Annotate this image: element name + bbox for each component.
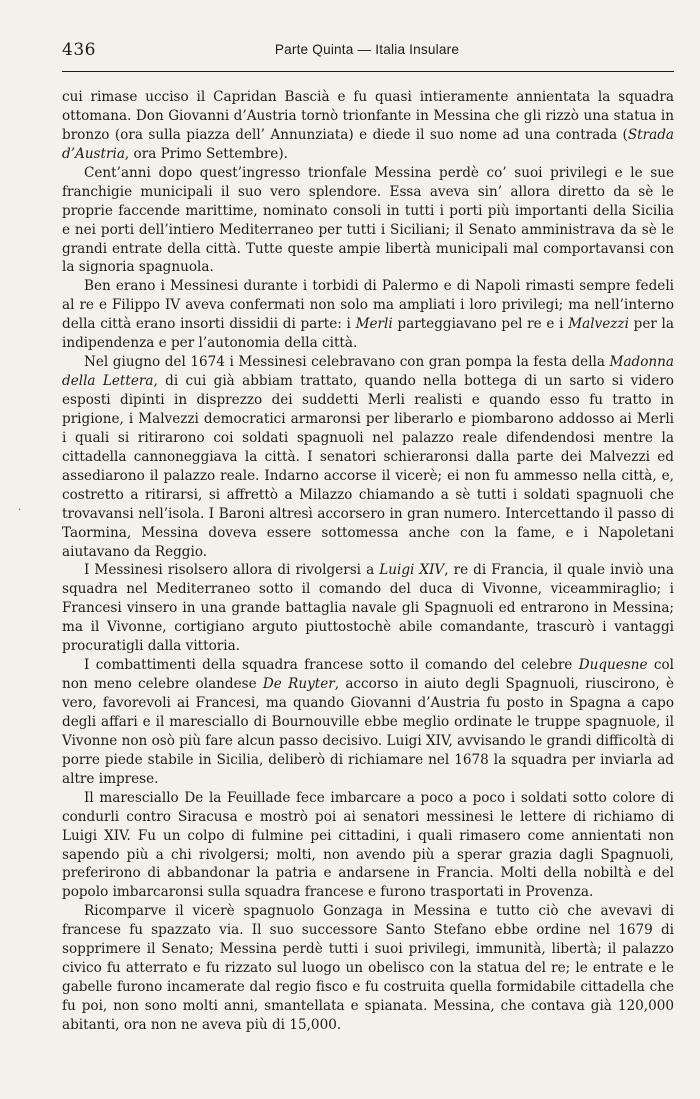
text-segment: , re di Francia, il quale inviò una squadra nel Mediterraneo sotto il comando del duca di Vivonne, viceammiraglio; i Francesi vinsero in una grande battaglia navale gli Spagnuoli ed entrarono in Messina; ma il Vivonne, cortigiano arguto piuttostochè abile comandante, trascurò i vantaggi procuratigli dalla vittoria.: [62, 562, 675, 655]
italic-text-segment: Malvezzi: [568, 316, 629, 333]
paragraph: [62, 902, 674, 1035]
book-page: [62, 36, 675, 1033]
paragraph: [62, 277, 674, 353]
text-segment: , accorso in aiuto degli Spagnuoli, riuscirono, è vero, favorevoli ai Francesi, ma quando Giovanni d’Austria fu posto in Spagna a capo degli affari e il maresciallo di Bournouville ebbe meglio ordinate le truppe spagnuole, il Vivonne non osò più fare alcun passo decisivo. Luigi XIV, avvisando le grandi difficoltà di porre piede stabile in Sicilia, deliberò di richiamare nel 1678 la squadra per inviarla ad altre imprese.: [62, 676, 674, 787]
text-segment: , di cui già abbiam trattato, quando nella bottega di un sarto si videro esposti dipinti in disprezzo dei suddetti Merli realisti e quando esso fu tratto in prigione, i Malvezzi democratici armaronsi per liberarlo e piombarono addosso ai Merli i quali si ritirarono coi soldati spagnuoli nel palazzo reale difendendosi mentre la cittadella cannoneggiava la città. I senatori schieraronsi dalla parte dei Malvezzi ed assediarono il palazzo reale. Indarno accorse il vicerè; ei non fu ammesso nella città, e, costretto a ritirarsi, si affrettò a Milazzo chiamando a sè tutti i soldati spagnuoli che trovavansi nell’isola. I Baroni altresì accorsero in gran numero. Intercettando il passo di Taormina, Messina doveva essere sottomessa anche con la fame, e i Napoletani aiutavano da Reggio.: [62, 373, 674, 560]
text-segment: Nel giugno del 1674 i Messinesi celebravano con gran pompa la festa della: [84, 354, 610, 371]
italic-text-segment: Merli: [355, 316, 393, 333]
text-segment: col non meno celebre olandese: [62, 657, 674, 693]
body-text: [62, 88, 674, 1035]
text-segment: Ricomparve il vicerè spagnuolo Gonzaga in Messina e tutto ciò che avevavi di francese fu spazzato via. Il suo successore Santo Stefano ebbe ordine nel 1679 di sopprimere il Senato; Messina perdè tutti i suoi privilegi, immunità, libertà; il palazzo civico fu atterrato e fu rizzato sul luogo un obelisco con la statua del re; le entrate e le gabelle furono incamerate dal regio fisco e fu costruita quella formidabile cittadella che fu poi, non sono molti anni, smantellata e spianata. Messina, che contava già 120,000 abitanti, ora non ne aveva più di 15,000.: [62, 903, 674, 1033]
page-number: 436: [62, 40, 96, 60]
paragraph: [62, 789, 674, 903]
paragraph: [62, 656, 674, 789]
text-segment: Ben erano i Messinesi durante i torbidi di Palermo e di Napoli rimasti sempre fedeli al re e Filippo IV aveva confermati non solo ma ampliati i loro privilegi; ma nell’interno della città erano insorti dissidii di parte: i: [62, 278, 674, 333]
italic-text-segment: Duquesne: [578, 657, 648, 674]
text-segment: per la indipendenza e per l’autonomia della città.: [62, 316, 674, 352]
text-segment: I combattimenti della squadra francese sotto il comando del celebre: [84, 657, 579, 674]
text-segment: I Messinesi risolsero allora di rivolgersi a: [84, 562, 380, 579]
text-segment: cui rimase ucciso il Capridan Bascià e fu quasi intieramente annientata la squadra ottomana. Don Giovanni d’Austria tornò trionfante in Messina che gli rizzò una statua in bronzo (ora sulla piazza dell’ Annunziata) e diede il suo nome ad una contrada (: [62, 89, 674, 143]
text-segment: Cent’anni dopo quest’ingresso trionfale Messina perdè co’ suoi privilegi e le sue franchigie municipali il suo vero splendore. Essa aveva sin’ allora diretto da sè le proprie faccende marittime, nominato consoli in tutti i porti più importanti della Sicilia e nei porti dell’intiero Mediterraneo per tutti i Siciliani; il Senato amministrava da sè le grandi entrate della città. Tutte queste ampie libertà municipali mal comportavansi con la signoria spagnuola.: [62, 164, 674, 276]
paragraph: [62, 353, 674, 561]
running-title: Parte Quinta — Italia Insulare: [274, 42, 460, 57]
italic-text-segment: Luigi XIV: [379, 562, 445, 579]
page-header: [62, 36, 672, 62]
paragraph: [62, 561, 674, 656]
paragraph: [62, 88, 674, 164]
margin-mark: ·: [18, 505, 22, 516]
text-segment: parteggiavano pel re e i: [392, 316, 569, 333]
italic-text-segment: De Ruyter: [262, 676, 335, 693]
paragraph: [62, 164, 674, 278]
text-segment: Il maresciallo De la Feuillade fece imbarcare a poco a poco i soldati sotto colore di condurli contro Siracusa e mostrò poi ai senatori messinesi le lettere di richiamo di Luigi XIV. Fu un colpo di fulmine pei cittadini, i quali rimasero come annientati non sapendo più a chi rivolgersi; molti, non avendo più a sperar grazia dagli Spagnuoli, preferirono di abbandonar la patria e andarsene in Francia. Molti della nobiltà e del popolo imbarcaronsi sulla squadra francese e furono trasportati in Provenza.: [62, 789, 674, 901]
text-segment: , ora Primo Settembre).: [124, 145, 288, 162]
italic-text-segment: Strada d’Austria: [62, 126, 674, 162]
header-rule: [62, 71, 674, 72]
italic-text-segment: Madonna della Lettera: [62, 354, 674, 390]
